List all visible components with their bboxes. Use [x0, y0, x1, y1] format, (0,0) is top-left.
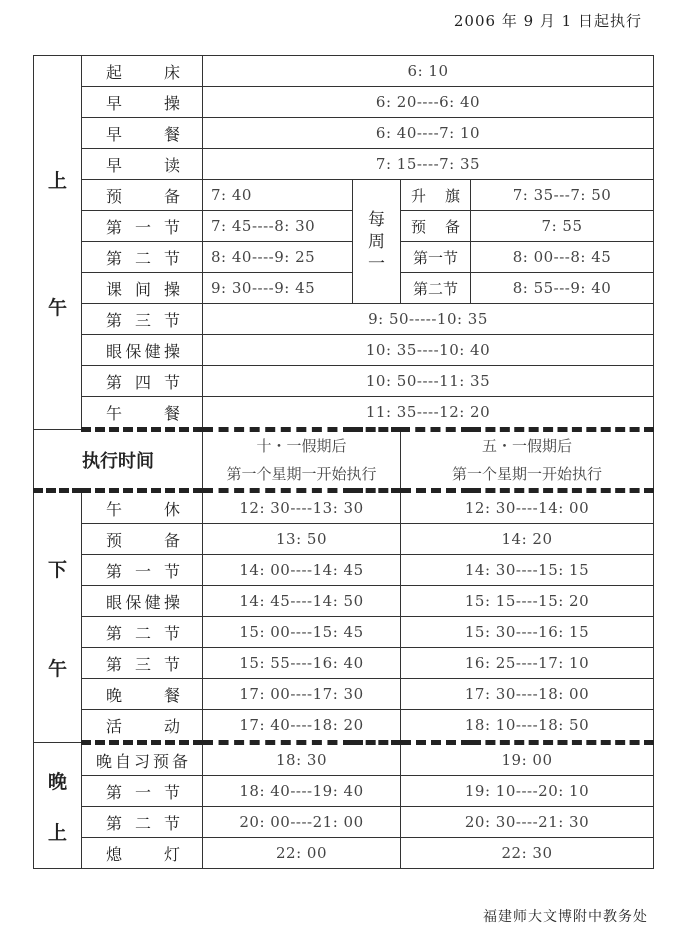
row-label: 预备	[82, 180, 203, 211]
row-time: 6: 10	[203, 56, 654, 87]
monday-row-time: 8: 00---8: 45	[471, 242, 654, 273]
table-row	[34, 397, 654, 430]
row-time-autumn: 17: 40----18: 20	[203, 710, 401, 743]
monday-row-time: 7: 35---7: 50	[471, 180, 654, 211]
row-label: 第一节	[82, 211, 203, 242]
monday-row-label: 升旗	[401, 180, 471, 211]
table-row	[34, 211, 654, 242]
row-label: 晚自习预备	[82, 743, 203, 776]
table-row	[34, 56, 654, 87]
table-row	[34, 524, 654, 555]
monday-row-label: 第一节	[401, 242, 471, 273]
effective-date: 2006 年 9 月 1 日起执行	[453, 12, 642, 30]
row-time-autumn: 17: 00----17: 30	[203, 679, 401, 710]
table-row	[34, 273, 654, 304]
row-label: 熄灯	[82, 838, 203, 869]
table-row	[34, 335, 654, 366]
table-row	[34, 617, 654, 648]
row-time-autumn: 13: 50	[203, 524, 401, 555]
table-row	[34, 710, 654, 743]
row-time-autumn: 22: 00	[203, 838, 401, 869]
row-label: 第三节	[82, 304, 203, 335]
table-row	[34, 776, 654, 807]
row-time-spring: 17: 30----18: 00	[401, 679, 654, 710]
table-row	[34, 491, 654, 524]
table-row	[34, 242, 654, 273]
row-time-spring: 14: 20	[401, 524, 654, 555]
row-time-autumn: 14: 45----14: 50	[203, 586, 401, 617]
row-label: 第一节	[82, 776, 203, 807]
row-time: 11: 35----12: 20	[203, 397, 654, 430]
row-time: 10: 50----11: 35	[203, 366, 654, 397]
table-row	[34, 679, 654, 710]
row-time-spring: 20: 30----21: 30	[401, 807, 654, 838]
row-label: 活动	[82, 710, 203, 743]
row-time-spring: 14: 30----15: 15	[401, 555, 654, 586]
monday-row-time: 7: 55	[471, 211, 654, 242]
row-label: 第二节	[82, 807, 203, 838]
row-time-spring: 15: 30----16: 15	[401, 617, 654, 648]
footer-org: 福建师大文博附中教务处	[483, 909, 648, 925]
row-label: 第四节	[82, 366, 203, 397]
row-label: 课间操	[82, 273, 203, 304]
section-afternoon: 下 午	[34, 491, 82, 743]
row-time: 7: 45----8: 30	[203, 211, 353, 242]
row-label: 预备	[82, 524, 203, 555]
row-label: 早读	[82, 149, 203, 180]
monday-row-label: 预备	[401, 211, 471, 242]
row-time-autumn: 18: 40----19: 40	[203, 776, 401, 807]
table-row	[34, 586, 654, 617]
schedule-table	[33, 55, 654, 869]
row-time-spring: 19: 00	[401, 743, 654, 776]
row-time: 9: 30----9: 45	[203, 273, 353, 304]
table-row	[34, 180, 654, 211]
table-row	[34, 743, 654, 776]
table-row	[34, 149, 654, 180]
row-time-spring: 15: 15----15: 20	[401, 586, 654, 617]
row-time-autumn: 20: 00----21: 00	[203, 807, 401, 838]
table-row	[34, 87, 654, 118]
row-label: 第二节	[82, 617, 203, 648]
row-time-spring: 19: 10----20: 10	[401, 776, 654, 807]
exec-header-row	[34, 430, 654, 491]
row-time: 7: 40	[203, 180, 353, 211]
row-time-spring: 22: 30	[401, 838, 654, 869]
row-time: 9: 50-----10: 35	[203, 304, 654, 335]
row-time: 10: 35----10: 40	[203, 335, 654, 366]
table-row	[34, 366, 654, 397]
row-time-autumn: 15: 55----16: 40	[203, 648, 401, 679]
table-row	[34, 807, 654, 838]
table-row	[34, 648, 654, 679]
monday-row-label: 第二节	[401, 273, 471, 304]
row-label: 早操	[82, 87, 203, 118]
monday-row-time: 8: 55---9: 40	[471, 273, 654, 304]
row-label: 早餐	[82, 118, 203, 149]
row-time-autumn: 12: 30----13: 30	[203, 491, 401, 524]
row-time-autumn: 15: 00----15: 45	[203, 617, 401, 648]
exec-title: 执行时间	[34, 430, 203, 491]
row-time-spring: 16: 25----17: 10	[401, 648, 654, 679]
row-time-autumn: 14: 00----14: 45	[203, 555, 401, 586]
row-label: 眼保健操	[82, 335, 203, 366]
monday-label: 每 周 一	[353, 180, 401, 304]
row-label: 第三节	[82, 648, 203, 679]
row-label: 眼保健操	[82, 586, 203, 617]
section-morning: 上 午	[34, 56, 82, 430]
table-row	[34, 555, 654, 586]
row-label: 午餐	[82, 397, 203, 430]
row-label: 第二节	[82, 242, 203, 273]
table-row	[34, 118, 654, 149]
row-time-autumn: 18: 30	[203, 743, 401, 776]
exec-col1-header: 十・一假期后 第一个星期一开始执行	[203, 430, 401, 491]
row-label: 晚餐	[82, 679, 203, 710]
table-row	[34, 838, 654, 869]
row-time-spring: 12: 30----14: 00	[401, 491, 654, 524]
exec-col2-header: 五・一假期后 第一个星期一开始执行	[401, 430, 654, 491]
row-time: 6: 20----6: 40	[203, 87, 654, 118]
row-label: 第一节	[82, 555, 203, 586]
row-label: 起床	[82, 56, 203, 87]
row-time: 6: 40----7: 10	[203, 118, 654, 149]
table-row	[34, 304, 654, 335]
row-label: 午休	[82, 491, 203, 524]
row-time: 8: 40----9: 25	[203, 242, 353, 273]
row-time-spring: 18: 10----18: 50	[401, 710, 654, 743]
row-time: 7: 15----7: 35	[203, 149, 654, 180]
section-evening: 晚 上	[34, 743, 82, 869]
